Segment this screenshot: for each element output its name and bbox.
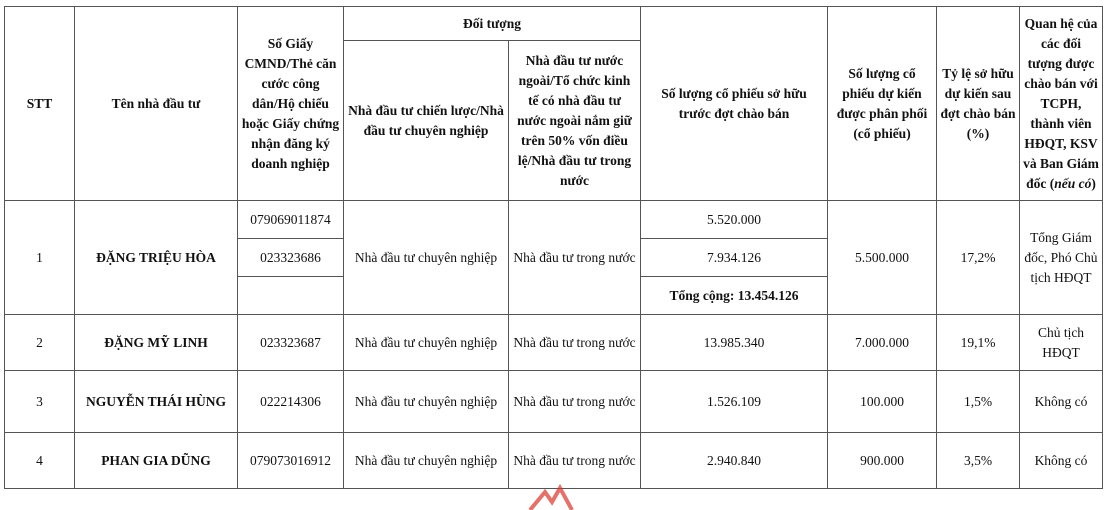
row3-foreign: Nhà đầu tư trong nước: [509, 371, 641, 433]
row1-strategic: Nhà đầu tư chuyên nghiệp: [344, 201, 509, 315]
row3-ratio: 1,5%: [937, 371, 1020, 433]
row2-planned: 7.000.000: [828, 315, 937, 371]
header-strategic: Nhà đầu tư chiến lược/Nhà đầu tư chuyên nghiệp: [344, 41, 509, 201]
row4-id: 079073016912: [238, 433, 344, 489]
row4-strategic: Nhà đầu tư chuyên nghiệp: [344, 433, 509, 489]
watermark-stroke: [530, 488, 572, 510]
header-id-doc: Số Giấy CMND/Thẻ căn cước công dân/Hộ chiếu hoặc Giấy chứng nhận đăng ký doanh nghiệp: [238, 7, 344, 201]
row3-stt: 3: [5, 371, 75, 433]
header-owned: Số lượng cổ phiếu sở hữu trước đợt chào bán: [641, 7, 828, 201]
row1-id-3: [238, 277, 344, 315]
row1-id-2: 023323686: [238, 239, 344, 277]
investor-table: [4, 6, 1103, 489]
row1-id-1: 079069011874: [238, 201, 344, 239]
header-doi-tuong: Đối tượng: [344, 7, 641, 41]
row4-ratio: 3,5%: [937, 433, 1020, 489]
row1-owned-total: Tổng cộng: 13.454.126: [641, 277, 828, 315]
row2-strategic: Nhà đầu tư chuyên nghiệp: [344, 315, 509, 371]
row3-name: NGUYỄN THÁI HÙNG: [75, 371, 238, 433]
row1-relation: Tổng Giám đốc, Phó Chủ tịch HĐQT: [1020, 201, 1103, 315]
row4-planned: 900.000: [828, 433, 937, 489]
row2-owned: 13.985.340: [641, 315, 828, 371]
row1-planned: 5.500.000: [828, 201, 937, 315]
row3-owned: 1.526.109: [641, 371, 828, 433]
row2-ratio: 19,1%: [937, 315, 1020, 371]
row3-id: 022214306: [238, 371, 344, 433]
header-planned: Số lượng cổ phiếu dự kiến được phân phối (cổ phiếu): [828, 7, 937, 201]
row1-foreign: Nhà đầu tư trong nước: [509, 201, 641, 315]
header-foreign: Nhà đầu tư nước ngoài/Tổ chức kinh tế có nhà đầu tư nước ngoài nắm giữ trên 50% vốn điều lệ/Nhà đầu tư trong nước: [509, 41, 641, 201]
row4-stt: 4: [5, 433, 75, 489]
row4-owned: 2.940.840: [641, 433, 828, 489]
row3-strategic: Nhà đầu tư chuyên nghiệp: [344, 371, 509, 433]
row1-owned-1: 5.520.000: [641, 201, 828, 239]
header-relation-close: ): [1091, 175, 1096, 191]
row1-ratio: 17,2%: [937, 201, 1020, 315]
row4-name: PHAN GIA DŨNG: [75, 433, 238, 489]
row4-relation: Không có: [1020, 433, 1103, 489]
row1-stt: 1: [5, 201, 75, 315]
row1-owned-2: 7.934.126: [641, 239, 828, 277]
header-name: Tên nhà đầu tư: [75, 7, 238, 201]
header-relation: [1020, 7, 1103, 201]
row2-foreign: Nhà đầu tư trong nước: [509, 315, 641, 371]
header-stt: STT: [5, 7, 75, 201]
header-ratio: Tỷ lệ sở hữu dự kiến sau đợt chào bán (%): [937, 7, 1020, 201]
row3-relation: Không có: [1020, 371, 1103, 433]
header-relation-text: Quan hệ của các đối tượng được chào bán với TCPH, thành viên HĐQT, KSV và Ban Giám đốc (: [1023, 15, 1099, 191]
row3-planned: 100.000: [828, 371, 937, 433]
row4-foreign: Nhà đầu tư trong nước: [509, 433, 641, 489]
row2-stt: 2: [5, 315, 75, 371]
row2-name: ĐẶNG MỸ LINH: [75, 315, 238, 371]
row2-id: 023323687: [238, 315, 344, 371]
row1-name: ĐẶNG TRIỆU HÒA: [75, 201, 238, 315]
row2-relation: Chủ tịch HĐQT: [1020, 315, 1103, 371]
watermark-stamp: [520, 480, 590, 510]
header-relation-note: nếu có: [1054, 175, 1092, 191]
